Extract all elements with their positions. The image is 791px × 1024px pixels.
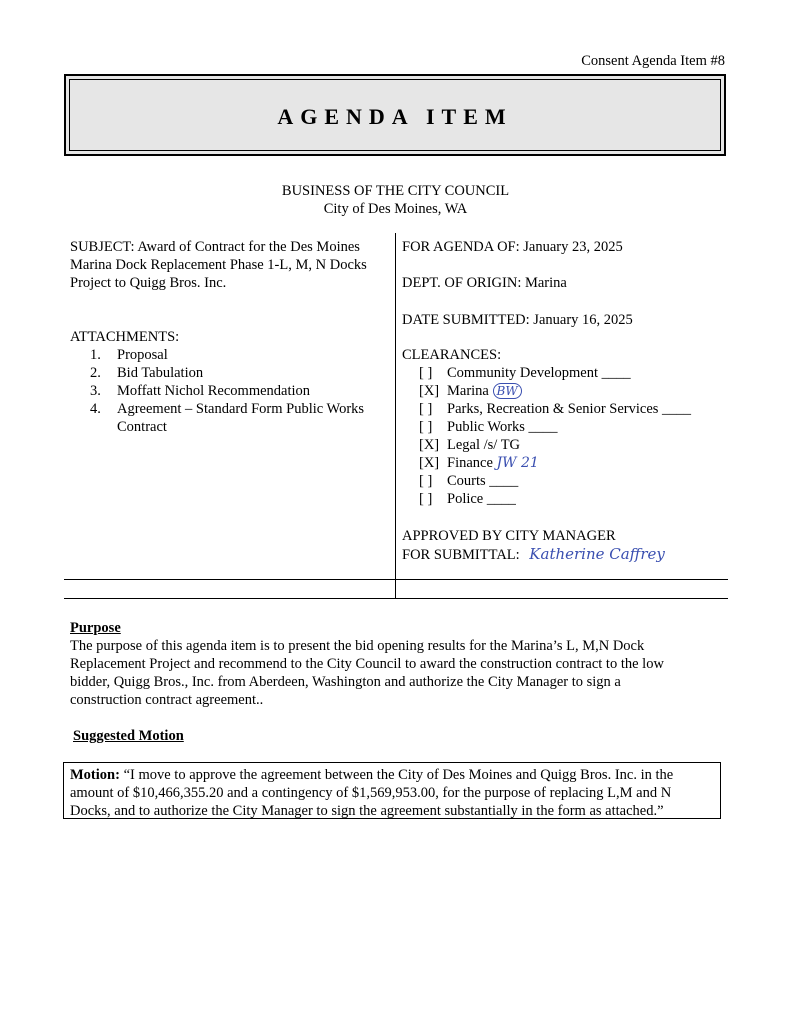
subject	[70, 238, 367, 292]
agenda-of: FOR AGENDA OF: January 23, 2025	[402, 239, 623, 255]
clearance-checkbox: [ ]	[419, 401, 433, 417]
clearance-parks	[419, 400, 691, 418]
attachments-label: ATTACHMENTS:	[70, 329, 180, 345]
banner-title: AGENDA ITEM	[277, 104, 513, 129]
clearance-marina	[419, 382, 691, 400]
date-submitted: DATE SUBMITTED: January 16, 2025	[402, 312, 633, 328]
finance-initials-signature: JW 21	[496, 455, 539, 471]
attachment-item	[90, 400, 364, 436]
subject-line: Project to Quigg Bros. Inc.	[70, 275, 227, 291]
dept-of-origin: DEPT. OF ORIGIN: Marina	[402, 275, 567, 291]
clearance-label: Police ____	[447, 491, 516, 507]
marina-initials-signature: BW	[493, 383, 522, 399]
clearance-legal	[419, 436, 691, 454]
for-submittal-line	[402, 545, 665, 564]
clearance-label: Parks, Recreation & Senior Services ____	[447, 401, 692, 417]
motion-label: Motion:	[70, 767, 120, 783]
attachment-text: Contract	[117, 419, 167, 435]
org-name: BUSINESS OF THE CITY COUNCIL	[281, 183, 510, 199]
clearance-label: Public Works ____	[447, 419, 558, 435]
subject-line: SUBJECT: Award of Contract for the Des Moines	[70, 239, 360, 255]
for-submittal-label: FOR SUBMITTAL:	[402, 547, 520, 563]
clearance-public-works	[419, 418, 691, 436]
purpose-line: construction contract agreement..	[70, 692, 264, 708]
attachment-text: Agreement – Standard Form Public Works	[117, 401, 365, 417]
attachment-number: 1.	[90, 347, 101, 363]
clearance-label: Marina	[447, 383, 493, 399]
table-rule-upper	[64, 579, 728, 580]
attachment-item	[90, 382, 364, 400]
purpose-heading: Purpose	[70, 620, 121, 636]
clearance-label: Community Development ____	[447, 365, 631, 381]
city-manager-signature: Katherine Caffrey	[529, 545, 665, 563]
clearance-checkbox: [X]	[419, 383, 440, 399]
suggested-motion-heading: Suggested Motion	[73, 728, 184, 744]
clearance-checkbox: [X]	[419, 455, 440, 471]
attachment-item	[90, 364, 364, 382]
consent-agenda-item-label: Consent Agenda Item #8	[581, 53, 725, 69]
attachment-number: 4.	[90, 401, 101, 417]
clearance-label: Finance	[447, 455, 497, 471]
motion-box	[63, 762, 721, 819]
attachment-text: Proposal	[117, 347, 168, 363]
clearance-label: Legal /s/ TG	[447, 437, 521, 453]
attachment-text: Bid Tabulation	[117, 365, 204, 381]
clearance-finance	[419, 454, 691, 472]
purpose-line: bidder, Quigg Bros., Inc. from Aberdeen, Washington and authorize the City Manager to sign a	[70, 674, 621, 690]
attachment-item	[90, 346, 364, 364]
attachment-number: 3.	[90, 383, 101, 399]
motion-text: “I move to approve the agreement between the City of Des Moines and Quigg Bros. Inc. in the amount of $10,466,355.20 and a contingency of $1,569,953.00, for the purpose of replacing L,M and N Docks, and to authorize the City Manager to sign the agreement substantially in the form as attached.”	[70, 767, 674, 819]
approved-by-line: APPROVED BY CITY MANAGER	[402, 528, 616, 544]
clearance-checkbox: [X]	[419, 437, 440, 453]
table-rule-lower	[64, 598, 728, 599]
purpose-body	[70, 637, 664, 709]
attachment-text: Moffatt Nichol Recommendation	[117, 383, 311, 399]
clearance-label: Courts ____	[447, 473, 519, 489]
purpose-line: Replacement Project and recommend to the City Council to award the construction contract to the low	[70, 656, 664, 672]
subject-line: Marina Dock Replacement Phase 1-L, M, N Docks	[70, 257, 367, 273]
clearance-courts	[419, 472, 691, 490]
attachment-number: 2.	[90, 365, 101, 381]
clearance-checkbox: [ ]	[419, 491, 433, 507]
clearance-checkbox: [ ]	[419, 365, 433, 381]
clearance-police	[419, 490, 691, 508]
clearance-community-development	[419, 364, 691, 382]
agenda-item-banner	[64, 74, 726, 156]
attachments-list	[90, 346, 364, 436]
column-divider	[395, 233, 396, 599]
purpose-line: The purpose of this agenda item is to present the bid opening results for the Marina’s L, M,N Dock	[70, 638, 645, 654]
clearance-checkbox: [ ]	[419, 419, 433, 435]
clearances-label: CLEARANCES:	[402, 347, 502, 363]
clearance-checkbox: [ ]	[419, 473, 433, 489]
org-city: City of Des Moines, WA	[323, 201, 468, 217]
clearances-list	[419, 364, 691, 508]
